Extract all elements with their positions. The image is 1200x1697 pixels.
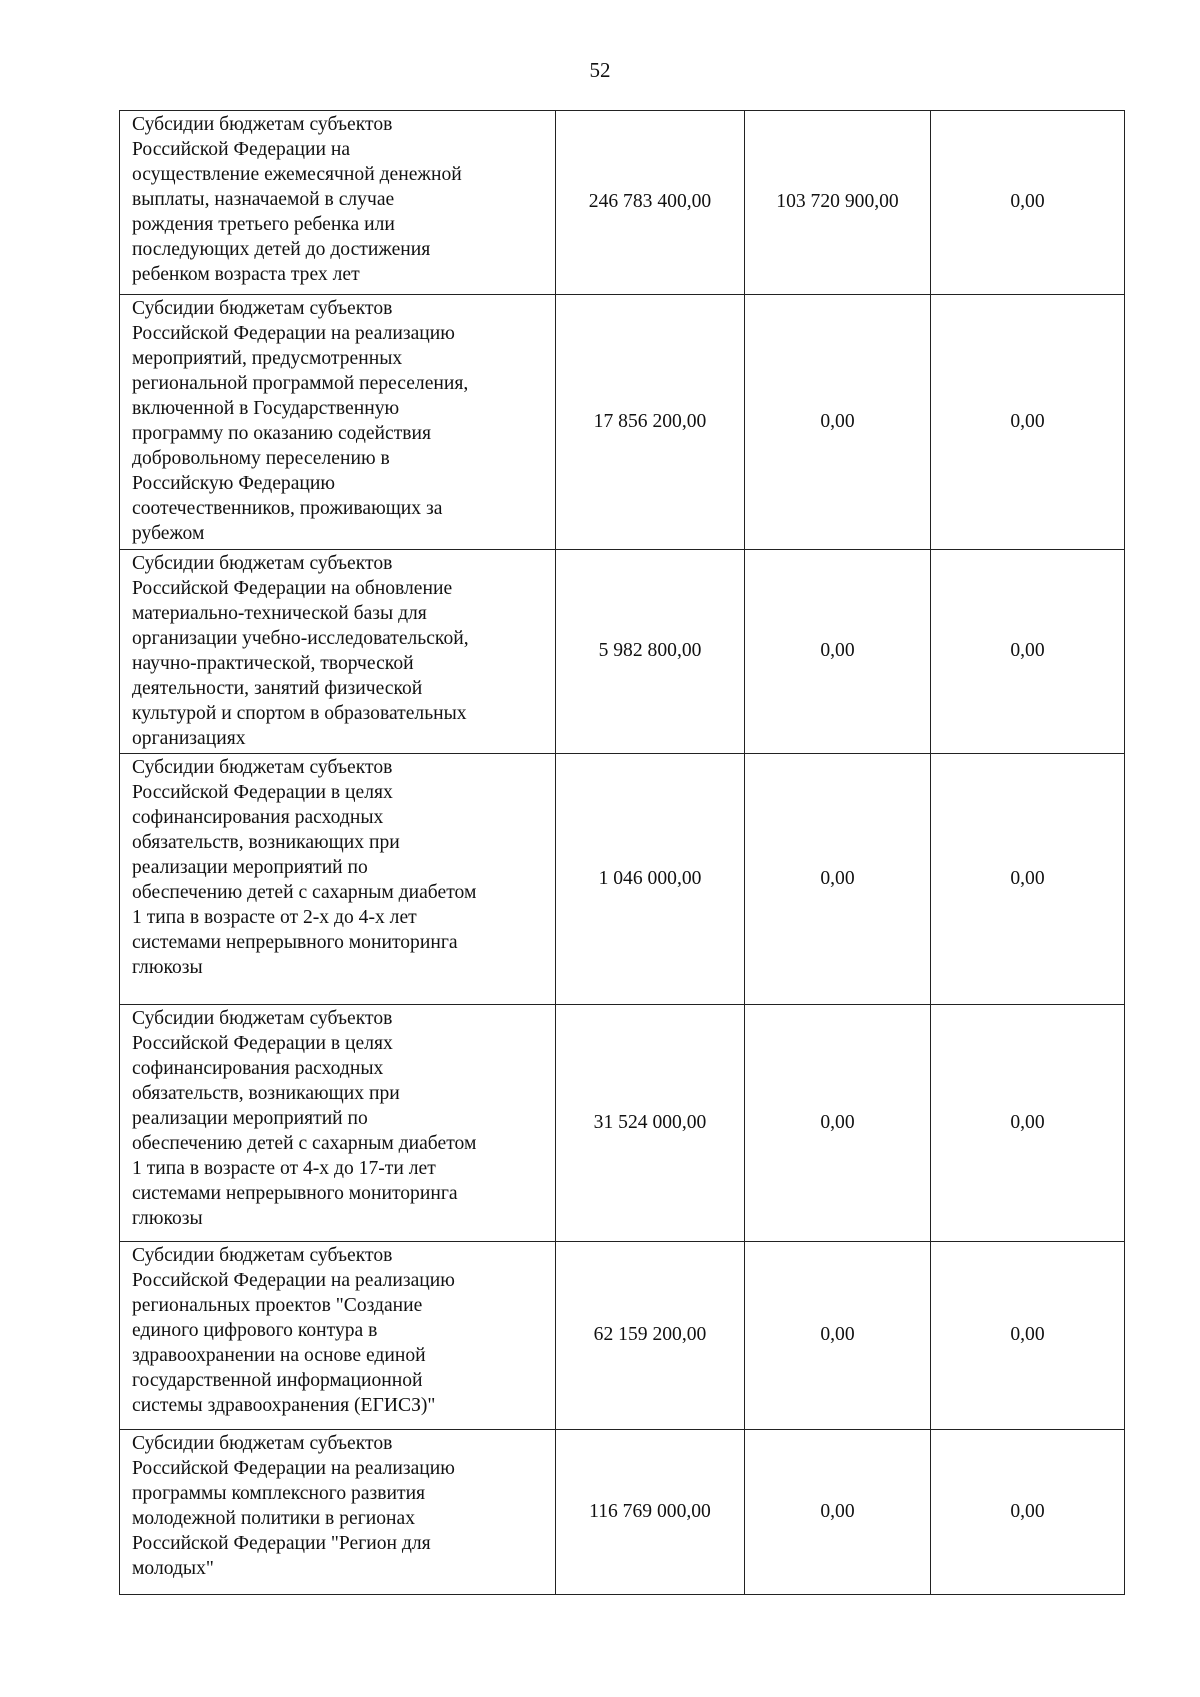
row-description: Субсидии бюджетам субъектов Российской Федерации на осуществление ежемесячной денежной выплаты, назначаемой в случае рождения третьего ребенка или последующих детей до достижения ребенком возраста трех лет xyxy=(120,111,556,295)
row-value-1: 17 856 200,00 xyxy=(556,295,745,550)
table-row xyxy=(120,550,1125,754)
table-row xyxy=(120,111,1125,295)
table-row xyxy=(120,295,1125,550)
row-description: Субсидии бюджетам субъектов Российской Федерации в целях софинансирования расходных обязательств, возникающих при реализации мероприятий по обеспечению детей с сахарным диабетом 1 типа в возрасте от 2-х до 4-х лет системами непрерывного мониторинга глюкозы xyxy=(120,754,556,1005)
table-row xyxy=(120,1242,1125,1430)
row-value-3: 0,00 xyxy=(931,1005,1125,1242)
row-description: Субсидии бюджетам субъектов Российской Федерации на реализацию мероприятий, предусмотренных региональной программой переселения, включенной в Государственную программу по оказанию содействия добровольному переселению в Российскую Федерацию соотечественников, проживающих за рубежом xyxy=(120,295,556,550)
row-value-3: 0,00 xyxy=(931,754,1125,1005)
row-value-3: 0,00 xyxy=(931,1430,1125,1595)
row-value-3: 0,00 xyxy=(931,550,1125,754)
row-value-2: 0,00 xyxy=(745,550,931,754)
row-value-2: 0,00 xyxy=(745,1430,931,1595)
row-value-2: 103 720 900,00 xyxy=(745,111,931,295)
row-value-1: 1 046 000,00 xyxy=(556,754,745,1005)
row-value-1: 116 769 000,00 xyxy=(556,1430,745,1595)
row-description: Субсидии бюджетам субъектов Российской Федерации на реализацию программы комплексного развития молодежной политики в регионах Российской Федерации "Регион для молодых" xyxy=(120,1430,556,1595)
row-value-2: 0,00 xyxy=(745,754,931,1005)
row-value-3: 0,00 xyxy=(931,111,1125,295)
row-description: Субсидии бюджетам субъектов Российской Федерации на реализацию региональных проектов "Создание единого цифрового контура в здравоохранении на основе единой государственной информационной системы здравоохранения (ЕГИСЗ)" xyxy=(120,1242,556,1430)
row-value-1: 5 982 800,00 xyxy=(556,550,745,754)
row-value-1: 246 783 400,00 xyxy=(556,111,745,295)
row-value-2: 0,00 xyxy=(745,1005,931,1242)
row-description: Субсидии бюджетам субъектов Российской Федерации на обновление материально-технической базы для организации учебно-исследовательской, научно-практической, творческой деятельности, занятий физической культурой и спортом в образовательных организациях xyxy=(120,550,556,754)
table-row xyxy=(120,1005,1125,1242)
row-value-3: 0,00 xyxy=(931,295,1125,550)
row-value-3: 0,00 xyxy=(931,1242,1125,1430)
row-value-1: 62 159 200,00 xyxy=(556,1242,745,1430)
row-value-2: 0,00 xyxy=(745,1242,931,1430)
row-description: Субсидии бюджетам субъектов Российской Федерации в целях софинансирования расходных обязательств, возникающих при реализации мероприятий по обеспечению детей с сахарным диабетом 1 типа в возрасте от 4-х до 17-ти лет системами непрерывного мониторинга глюкозы xyxy=(120,1005,556,1242)
table-row xyxy=(120,1430,1125,1595)
subsidy-table xyxy=(119,110,1125,1595)
table-row xyxy=(120,754,1125,1005)
page-number: 52 xyxy=(589,58,611,82)
row-value-2: 0,00 xyxy=(745,295,931,550)
row-value-1: 31 524 000,00 xyxy=(556,1005,745,1242)
